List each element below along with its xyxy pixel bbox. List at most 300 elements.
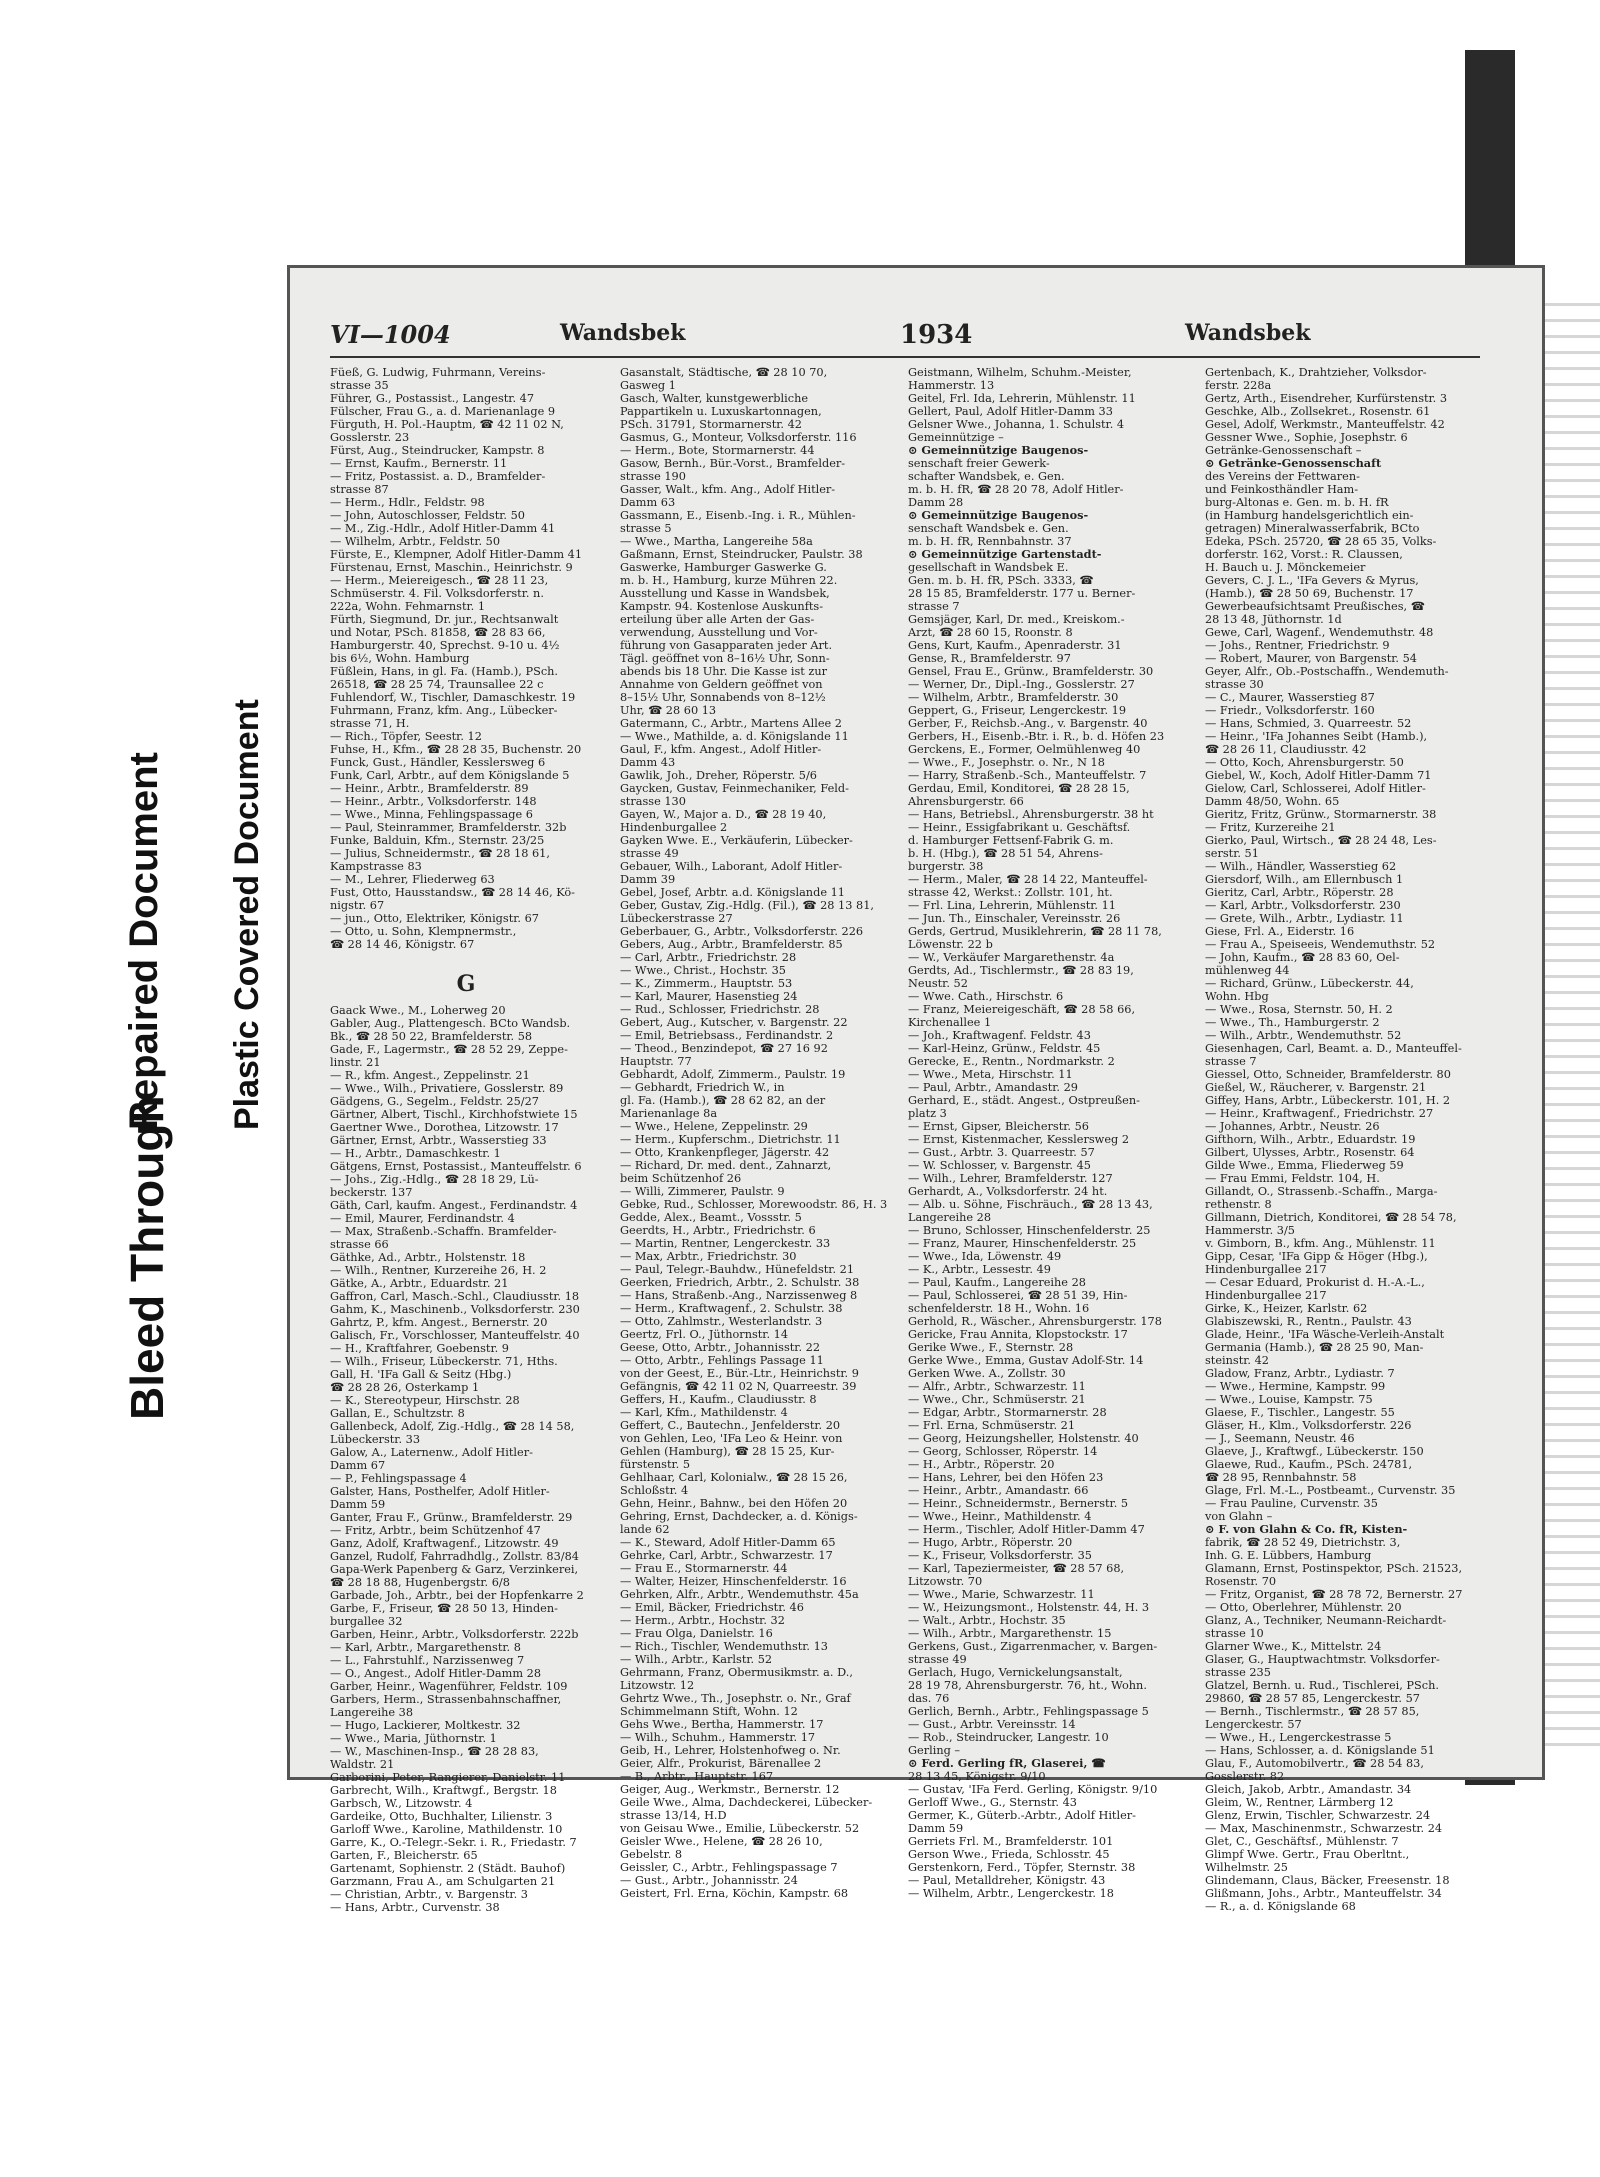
directory-entry-line: Garzmann, Frau A., am Schulgarten 21	[330, 1875, 556, 1888]
directory-entry-line: Langereihe 28	[908, 1211, 992, 1224]
directory-entry-line: Rosenstr. 70	[1205, 1575, 1277, 1588]
directory-entry-line: Glade, Heinr., 'IFa Wäsche-Verleih-Anstalt	[1205, 1328, 1445, 1341]
directory-entry-line: Gosslerstr. 23	[330, 431, 410, 444]
directory-entry-line: getragen) Mineralwasserfabrik, BCto	[1205, 522, 1420, 535]
directory-entry-line: — Hans, Betriebsl., Ahrensburgerstr. 38 ht	[908, 808, 1154, 821]
directory-entry-line: — Karl, Arbtr., Margarethenstr. 8	[330, 1641, 521, 1654]
directory-entry-line: Gerhold, R., Wäscher., Ahrensburgerstr. 178	[908, 1315, 1162, 1328]
directory-entry-line: H. Bauch u. J. Mönckemeier	[1205, 561, 1366, 574]
directory-entry-line: Ganter, Frau F., Grünw., Bramfelderstr. 29	[330, 1511, 573, 1524]
directory-entry-line: Hammerstr. 13	[908, 379, 995, 392]
directory-entry-line: Gelsner Wwe., Johanna, 1. Schulstr. 4	[908, 418, 1125, 431]
directory-entry-line: Gabler, Aug., Plattengesch. BCto Wandsb.	[330, 1017, 571, 1030]
directory-entry-line: Geib, H., Lehrer, Holstenhofweg o. Nr.	[620, 1744, 841, 1757]
directory-entry-line: — P., Fehlingspassage 4	[330, 1472, 467, 1485]
directory-entry-line: Ganzel, Rudolf, Fahrradhdlg., Zollstr. 83/84	[330, 1550, 579, 1563]
directory-entry-line: Gasow, Bernh., Bür.-Vorst., Bramfelder-	[620, 457, 846, 470]
directory-entry-line: — Frau Emmi, Feldstr. 104, H.	[1205, 1172, 1380, 1185]
directory-entry-line: platz 3	[908, 1107, 947, 1120]
directory-entry-line: Garre, K., O.-Telegr.-Sekr. i. R., Friedastr. 7	[330, 1836, 577, 1849]
directory-entry-line: strasse 49	[620, 847, 679, 860]
directory-entry-line: Fuhlendorf, W., Tischler, Damaschkestr. 19	[330, 691, 576, 704]
directory-entry-line: — Frau E., Stormarnerstr. 44	[620, 1562, 788, 1575]
directory-entry-line: Garbe, F., Friseur, ☎ 28 50 13, Hinden-	[330, 1602, 558, 1615]
directory-entry-line: Gerlach, Hugo, Vernickelungsanstalt,	[908, 1666, 1123, 1679]
directory-entry-line: Fuhse, H., Kfm., ☎ 28 28 35, Buchenstr. 20	[330, 743, 582, 756]
directory-entry-line: ferstr. 228a	[1205, 379, 1272, 392]
directory-entry-line: Gartenamt, Sophienstr. 2 (Städt. Bauhof)	[330, 1862, 566, 1875]
directory-entry-line: Gewe, Carl, Wagenf., Wendemuthstr. 48	[1205, 626, 1434, 639]
directory-entry-line: — Herm., Kupferschm., Dietrichstr. 11	[620, 1133, 841, 1146]
directory-entry-line: — Cesar Eduard, Prokurist d. H.-A.-L.,	[1205, 1276, 1425, 1289]
directory-entry-line: — K., Friseur, Volksdorferstr. 35	[908, 1549, 1092, 1562]
directory-entry-line: Geffert, C., Bautechn., Jenfelderstr. 20	[620, 1419, 841, 1432]
directory-entry-line: beim Schützenhof 26	[620, 1172, 742, 1185]
directory-entry-line: — K., Zimmerm., Hauptstr. 53	[620, 977, 793, 990]
directory-entry-line: Ausstellung und Kasse in Wandsbek,	[620, 587, 830, 600]
directory-entry-line: — Wwe., Hermine, Kampstr. 99	[1205, 1380, 1386, 1393]
directory-entry-line: — Bruno, Schlosser, Hinschenfelderstr. 25	[908, 1224, 1151, 1237]
directory-entry-line: — Walter, Heizer, Hinschenfelderstr. 16	[620, 1575, 847, 1588]
directory-entry-line: Damm 48/50, Wohn. 65	[1205, 795, 1340, 808]
directory-entry-line: Gehrken, Alfr., Arbtr., Wendemuthstr. 45a	[620, 1588, 859, 1601]
directory-entry-line: Gerbers, H., Eisenb.-Btr. i. R., b. d. Höfen 23	[908, 730, 1165, 743]
directory-entry-line: Gätgens, Ernst, Postassist., Manteuffelstr. 6	[330, 1160, 582, 1173]
directory-entry-line: Geberbauer, G., Arbtr., Volksdorferstr. 226	[620, 925, 864, 938]
directory-entry-line: — Robert, Maurer, von Bargenstr. 54	[1205, 652, 1417, 665]
directory-entry-line: Marienanlage 8a	[620, 1107, 718, 1120]
directory-entry-line: Glabiszewski, R., Rentn., Paulstr. 43	[1205, 1315, 1412, 1328]
directory-entry-line: — M., Zig.-Hdlr., Adolf Hitler-Damm 41	[330, 522, 556, 535]
directory-entry-line: Gevers, C. J. L., 'IFa Gevers & Myrus,	[1205, 574, 1419, 587]
directory-entry-line: Giessel, Otto, Schneider, Bramfelderstr. 80	[1205, 1068, 1451, 1081]
directory-entry-line: — Wwe., F., Josephstr. o. Nr., N 18	[908, 756, 1105, 769]
directory-entry-line: Gerdau, Emil, Konditorei, ☎ 28 28 15,	[908, 782, 1130, 795]
directory-entry-line: — Hugo, Lackierer, Moltkestr. 32	[330, 1719, 521, 1732]
directory-entry-line: Gleim, W., Rentner, Lärmberg 12	[1205, 1796, 1394, 1809]
directory-entry-line: — W., Heizungsmont., Holstenstr. 44, H. 3	[908, 1601, 1150, 1614]
directory-entry-line: b. H. (Hbg.), ☎ 28 51 54, Ahrens-	[908, 847, 1103, 860]
directory-entry-line: Gleich, Jakob, Arbtr., Amandastr. 34	[1205, 1783, 1412, 1796]
directory-entry-line: — Wwe., Meta, Hirschstr. 11	[908, 1068, 1073, 1081]
directory-entry-line: Kampstrasse 83	[330, 860, 422, 873]
directory-entry-line: Gaßmann, Ernst, Steindrucker, Paulstr. 38	[620, 548, 863, 561]
directory-entry-line: Gapa-Werk Papenberg & Garz, Verzinkerei,	[330, 1563, 579, 1576]
directory-entry-line: — Johs., Rentner, Friedrichstr. 9	[1205, 639, 1390, 652]
directory-entry-line: Geissler, C., Arbtr., Fehlingspassage 7	[620, 1861, 838, 1874]
repaired-document-label: Repaired Document	[122, 752, 166, 1130]
directory-entry-line: Gebauer, Wilh., Laborant, Adolf Hitler-	[620, 860, 843, 873]
directory-entry-line: Garbsch, W., Litzowstr. 4	[330, 1797, 473, 1810]
directory-entry-line: Glenz, Erwin, Tischler, Schwarzestr. 24	[1205, 1809, 1431, 1822]
directory-entry-line: Gerke Wwe., Emma, Gustav Adolf-Str. 14	[908, 1354, 1144, 1367]
directory-entry-line: — Wwe., Chr., Schmüserstr. 21	[908, 1393, 1086, 1406]
directory-entry-line: Gedde, Alex., Beamt., Vossstr. 5	[620, 1211, 802, 1224]
directory-entry-line: — Wwe., Louise, Kampstr. 75	[1205, 1393, 1373, 1406]
directory-entry-line: — Paul, Kaufm., Langereihe 28	[908, 1276, 1086, 1289]
directory-entry-line: — Willi, Zimmerer, Paulstr. 9	[620, 1185, 785, 1198]
directory-entry-line: strasse 235	[1205, 1666, 1271, 1679]
directory-entry-line: burgerstr. 38	[908, 860, 984, 873]
directory-entry-line: Arzt, ☎ 28 60 15, Roonstr. 8	[908, 626, 1073, 639]
directory-entry-line: — Wwe., Marie, Schwarzestr. 11	[908, 1588, 1095, 1601]
directory-entry-line: Glarner Wwe., K., Mittelstr. 24	[1205, 1640, 1382, 1653]
directory-entry-line: Gerlich, Bernh., Arbtr., Fehlingspassage 5	[908, 1705, 1149, 1718]
directory-entry-line: — Wwe., Helene, Zeppelinstr. 29	[620, 1120, 808, 1133]
directory-entry-line: — Gebhardt, Friedrich W., in	[620, 1081, 785, 1094]
directory-entry-line: Fust, Otto, Hausstandsw., ☎ 28 14 46, Kö-	[330, 886, 576, 899]
directory-entry-line: Giebel, W., Koch, Adolf Hitler-Damm 71	[1205, 769, 1432, 782]
directory-entry-line: — Heinr., Schneidermstr., Bernerstr. 5	[908, 1497, 1129, 1510]
directory-entry-line: — Richard, Dr. med. dent., Zahnarzt,	[620, 1159, 832, 1172]
directory-entry-line: Gewerbeaufsichtsamt Preußisches, ☎	[1205, 600, 1425, 613]
directory-entry-line: — Rich., Töpfer, Seestr. 12	[330, 730, 482, 743]
directory-entry-line: Gaffron, Carl, Masch.-Schl., Claudiusstr. 18	[330, 1290, 580, 1303]
directory-entry-line: Gertenbach, K., Drahtzieher, Volksdor-	[1205, 366, 1427, 379]
directory-entry-line: — Herm., Bote, Stormarnerstr. 44	[620, 444, 815, 457]
directory-entry-line: Gießel, W., Räucherer, v. Bargenstr. 21	[1205, 1081, 1427, 1094]
directory-entry-line: — Grete, Wilh., Arbtr., Lydiastr. 11	[1205, 912, 1404, 925]
directory-entry-line: — Wilh., Arbtr., Karlstr. 52	[620, 1653, 773, 1666]
directory-entry-line: — Ernst, Kistenmacher, Kesslersweg 2	[908, 1133, 1130, 1146]
directory-entry-line: Gebelstr. 8	[620, 1848, 683, 1861]
directory-entry-line: — Max, Straßenb.-Schaffn. Bramfelder-	[330, 1225, 557, 1238]
column-4	[1205, 366, 1477, 1913]
directory-entry-line: erteilung über alle Arten der Gas-	[620, 613, 815, 626]
directory-entry-line: Gerds, Gertrud, Musiklehrerin, ☎ 28 11 78,	[908, 925, 1162, 938]
directory-entry-line: Gaul, F., kfm. Angest., Adolf Hitler-	[620, 743, 822, 756]
directory-entry-line: ⊙ Gemeinnützige Baugenos-	[908, 508, 1089, 522]
directory-entry-line: ⊙ F. von Glahn & Co. fR, Kisten-	[1205, 1522, 1408, 1536]
directory-entry-line: strasse 13/14, H.D	[620, 1809, 727, 1822]
directory-entry-line: nigstr. 67	[330, 899, 385, 912]
directory-entry-line: Geschke, Alb., Zollsekret., Rosenstr. 61	[1205, 405, 1431, 418]
directory-entry-line: — Wilh., Lehrer, Bramfelderstr. 127	[908, 1172, 1113, 1185]
directory-entry-line: Gade, F., Lagermstr., ☎ 28 52 29, Zeppe-	[330, 1043, 568, 1056]
directory-entry-line: — Wilhelm, Arbtr., Bramfelderstr. 30	[908, 691, 1119, 704]
directory-entry-line: — Walt., Arbtr., Hochstr. 35	[908, 1614, 1066, 1627]
directory-entry-line: — Emil, Bäcker, Friedrichstr. 46	[620, 1601, 804, 1614]
directory-entry-line: Galster, Hans, Posthelfer, Adolf Hitler-	[330, 1485, 550, 1498]
directory-entry-line: — Paul, Telegr.-Bauhdw., Hünefeldstr. 21	[620, 1263, 855, 1276]
directory-entry-line: Hindenburgallee 2	[620, 821, 728, 834]
directory-entry-line: — Paul, Arbtr., Amandastr. 29	[908, 1081, 1078, 1094]
directory-entry-line: Glau, F., Automobilvertr., ☎ 28 54 83,	[1205, 1757, 1424, 1770]
directory-entry-line: — K., Steward, Adolf Hitler-Damm 65	[620, 1536, 836, 1549]
directory-entry-line: — Wwe., H., Lengerckestrasse 5	[1205, 1731, 1392, 1744]
directory-entry-line: — Wilh., Rentner, Kurzereihe 26, H. 2	[330, 1264, 547, 1277]
directory-entry-line: — Otto, Koch, Ahrensburgerstr. 50	[1205, 756, 1404, 769]
directory-entry-line: Garbers, Herm., Strassenbahnschaffner,	[330, 1693, 562, 1706]
directory-entry-line: Fülscher, Frau G., a. d. Marienanlage 9	[330, 405, 556, 418]
directory-entry-line: Gladow, Franz, Arbtr., Lydiastr. 7	[1205, 1367, 1395, 1380]
directory-entry-line: strasse 10	[1205, 1627, 1264, 1640]
directory-entry-line: — M., Lehrer, Fliederweg 63	[330, 873, 495, 886]
directory-entry-line: burgallee 32	[330, 1615, 403, 1628]
directory-entry-line: Gasch, Walter, kunstgewerbliche	[620, 392, 809, 405]
directory-entry-line: — Herm., Hdlr., Feldstr. 98	[330, 496, 485, 509]
directory-entry-line: Ganz, Adolf, Kraftwagenf., Litzowstr. 49	[330, 1537, 559, 1550]
city-heading-left: Wandsbek	[560, 320, 686, 346]
page-number: VI—1004	[330, 320, 451, 349]
directory-entry-line: Geffers, H., Kaufm., Claudiusstr. 8	[620, 1393, 817, 1406]
directory-entry-line: Gilde Wwe., Emma, Fliederweg 59	[1205, 1159, 1404, 1172]
directory-entry-line: — Wilh., Arbtr., Wendemuthstr. 52	[1205, 1029, 1402, 1042]
directory-entry-line: Gerckens, E., Former, Oelmühlenweg 40	[908, 743, 1141, 756]
directory-entry-line: — Martin, Rentner, Lengerckestr. 33	[620, 1237, 831, 1250]
directory-entry-line: gl. Fa. (Hamb.), ☎ 28 62 82, an der	[620, 1094, 826, 1107]
directory-entry-line: Schloßstr. 4	[620, 1484, 689, 1497]
city-heading-right: Wandsbek	[1185, 320, 1311, 346]
directory-entry-line: Gipp, Cesar, 'IFa Gipp & Höger (Hbg.),	[1205, 1250, 1428, 1263]
directory-entry-line: Fürth, Siegmund, Dr. jur., Rechtsanwalt	[330, 613, 559, 626]
directory-entry-line: senschaft freier Gewerk-	[908, 457, 1050, 470]
directory-entry-line: Wohn. Hbg	[1205, 990, 1269, 1003]
directory-entry-line: Gebers, Aug., Arbtr., Bramfelderstr. 85	[620, 938, 843, 951]
directory-entry-line: Garloff Wwe., Karoline, Mathildenstr. 10	[330, 1823, 563, 1836]
directory-entry-line: abends bis 18 Uhr. Die Kasse ist zur	[620, 665, 828, 678]
directory-entry-line: ⊙ Gemeinnützige Gartenstadt-	[908, 547, 1102, 561]
directory-entry-line: — Fritz, Kurzereihe 21	[1205, 821, 1336, 834]
directory-entry-line: Gahm, K., Maschinenb., Volksdorferstr. 230	[330, 1303, 580, 1316]
directory-entry-line: — Wwe., Rosa, Sternstr. 50, H. 2	[1205, 1003, 1393, 1016]
directory-entry-line: Gillandt, O., Strassenb.-Schaffn., Marga-	[1205, 1185, 1438, 1198]
directory-entry-line: ☎ 28 14 46, Königstr. 67	[330, 938, 475, 951]
directory-entry-line: — J., Seemann, Neustr. 46	[1205, 1432, 1355, 1445]
directory-entry-line: Kirchenallee 1	[908, 1016, 992, 1029]
directory-entry-line: strasse 71, H.	[330, 717, 410, 730]
directory-entry-line: Langereihe 38	[330, 1706, 414, 1719]
directory-entry-line: Garten, F., Bleicherstr. 65	[330, 1849, 478, 1862]
directory-page	[287, 265, 1545, 1914]
directory-entry-line: — Karl, Kfm., Mathildenstr. 4	[620, 1406, 788, 1419]
adjacent-page-edge	[1545, 290, 1600, 1750]
directory-entry-line: strasse 7	[908, 600, 960, 613]
directory-entry-line: Gifthorn, Wilh., Arbtr., Eduardstr. 19	[1205, 1133, 1416, 1146]
page-header	[330, 320, 1480, 360]
directory-entry-line: — Emil, Betriebsass., Ferdinandstr. 2	[620, 1029, 834, 1042]
directory-entry-line: Glatzel, Bernh. u. Rud., Tischlerei, PSch.	[1205, 1679, 1439, 1692]
directory-entry-line: — O., Angest., Adolf Hitler-Damm 28	[330, 1667, 542, 1680]
directory-entry-line: — Heinr., Arbtr., Volksdorferstr. 148	[330, 795, 537, 808]
directory-entry-line: 28 15 85, Bramfelderstr. 177 u. Berner-	[908, 587, 1136, 600]
directory-entry-line: — R., kfm. Angest., Zeppelinstr. 21	[330, 1069, 530, 1082]
directory-entry-line: v. Gimborn, B., kfm. Ang., Mühlenstr. 11	[1205, 1237, 1436, 1250]
directory-entry-line: Gahrtz, P., kfm. Angest., Bernerstr. 20	[330, 1316, 548, 1329]
directory-entry-line: — Werner, Dr., Dipl.-Ing., Gosslerstr. 27	[908, 678, 1135, 691]
directory-entry-line: Gense, R., Bramfelderstr. 97	[908, 652, 1071, 665]
directory-entry-line: Garber, Heinr., Wagenführer, Feldstr. 109	[330, 1680, 568, 1693]
directory-entry-line: — H., Kraftfahrer, Goebenstr. 9	[330, 1342, 509, 1355]
directory-entry-line: ☎ 28 95, Rennbahnstr. 58	[1205, 1471, 1357, 1484]
directory-entry-line: Hindenburgallee 217	[1205, 1289, 1327, 1302]
directory-entry-line: Wilhelmstr. 25	[1205, 1861, 1288, 1874]
directory-entry-line: — Herm., Maler, ☎ 28 14 22, Manteuffel-	[908, 873, 1148, 886]
directory-entry-line: Geisler Wwe., Helene, ☎ 28 26 10,	[620, 1835, 823, 1848]
directory-entry-line: Lübeckerstr. 33	[330, 1433, 421, 1446]
directory-entry-line: — Wwe., Th., Hamburgerstr. 2	[1205, 1016, 1380, 1029]
directory-entry-line: — Karl, Maurer, Hasenstieg 24	[620, 990, 798, 1003]
directory-entry-line: — Georg, Heizungsheller, Holstenstr. 40	[908, 1432, 1139, 1445]
directory-entry-line: strasse 66	[330, 1238, 389, 1251]
directory-entry-line: des Vereins der Fettwaren-	[1205, 470, 1360, 483]
directory-entry-line: — Gust., Arbtr. 3. Quarreestr. 57	[908, 1146, 1095, 1159]
directory-entry-line: — Rud., Schlosser, Friedrichstr. 28	[620, 1003, 820, 1016]
directory-entry-line: — Wwe., Martha, Langereihe 58a	[620, 535, 813, 548]
directory-entry-line: Gerike Wwe., F., Sternstr. 28	[908, 1341, 1074, 1354]
directory-entry-line: ☎ 28 26 11, Claudiusstr. 42	[1205, 743, 1367, 756]
directory-entry-line: ⊙ Gemeinnützige Baugenos-	[908, 443, 1089, 457]
directory-entry-line: — Wwe., Maria, Jüthornstr. 1	[330, 1732, 497, 1745]
directory-entry-line: Glage, Frl. M.-L., Postbeamt., Curvenstr. 35	[1205, 1484, 1456, 1497]
directory-entry-line: — B., Arbtr., Hauptstr. 167	[620, 1770, 774, 1783]
directory-entry-line: Damm 67	[330, 1459, 386, 1472]
directory-entry-line: strasse 42, Werkst.: Zollstr. 101, ht.	[908, 886, 1113, 899]
directory-entry-line: Gielow, Carl, Schlosserei, Adolf Hitler-	[1205, 782, 1426, 795]
directory-entry-line: — Bernh., Tischlermstr., ☎ 28 57 85,	[1205, 1705, 1420, 1718]
directory-entry-line: — Fritz, Organist, ☎ 28 78 72, Bernerstr. 27	[1205, 1588, 1463, 1601]
directory-entry-line: steinstr. 42	[1205, 1354, 1269, 1367]
directory-entry-line: — Herm., Meiereigesch., ☎ 28 11 23,	[330, 574, 549, 587]
directory-entry-line: Gertz, Arth., Eisendreher, Kurfürstenstr. 3	[1205, 392, 1448, 405]
directory-entry-line: — Wwe., Heinr., Mathildenstr. 4	[908, 1510, 1092, 1523]
directory-entry-line: beckerstr. 137	[330, 1186, 413, 1199]
directory-entry-line: Gehrke, Carl, Arbtr., Schwarzestr. 17	[620, 1549, 833, 1562]
directory-entry-line: Gillmann, Dietrich, Konditorei, ☎ 28 54 78,	[1205, 1211, 1457, 1224]
plastic-covered-label: Plastic Covered Document	[228, 699, 266, 1130]
directory-entry-line: — Otto, Zahlmstr., Westerlandstr. 3	[620, 1315, 823, 1328]
directory-entry-line: Gehrtz Wwe., Th., Josephstr. o. Nr., Graf	[620, 1692, 851, 1705]
directory-entry-line: das. 76	[908, 1692, 950, 1705]
directory-entry-line: — jun., Otto, Elektriker, Königstr. 67	[330, 912, 539, 925]
directory-entry-line: Gasmus, G., Monteur, Volksdorferstr. 116	[620, 431, 857, 444]
directory-entry-line: — Rob., Steindrucker, Langestr. 10	[908, 1731, 1109, 1744]
directory-entry-line: Hindenburgallee 217	[1205, 1263, 1327, 1276]
directory-entry-line: schenfelderstr. 18 H., Wohn. 16	[908, 1302, 1090, 1315]
directory-entry-line: — Wwe., Wilh., Privatiere, Gosslerstr. 89	[330, 1082, 564, 1095]
directory-entry-line: — C., Maurer, Wasserstieg 87	[1205, 691, 1375, 704]
directory-entry-line: Gallenbeck, Adolf, Zig.-Hdlg., ☎ 28 14 58,	[330, 1420, 575, 1433]
directory-entry-line: — Theod., Benzindepot, ☎ 27 16 92	[620, 1042, 828, 1055]
directory-entry-line: Gardeike, Otto, Buchhalter, Lilienstr. 3	[330, 1810, 553, 1823]
directory-entry-line: — Richard, Grünw., Lübeckerstr. 44,	[1205, 977, 1414, 990]
directory-entry-line: strasse 35	[330, 379, 389, 392]
directory-entry-line: — Ernst, Kaufm., Bernerstr. 11	[330, 457, 508, 470]
directory-entry-line: — Johs., Zig.-Hdlg., ☎ 28 18 29, Lü-	[330, 1173, 539, 1186]
directory-entry-line: — Edgar, Arbtr., Stormarnerstr. 28	[908, 1406, 1107, 1419]
directory-entry-line: Glaese, F., Tischler., Langestr. 55	[1205, 1406, 1395, 1419]
directory-entry-line: — Gustav, 'IFa Ferd. Gerling, Königstr. 9/10	[908, 1783, 1158, 1796]
directory-entry-line: Lübeckerstrasse 27	[620, 912, 733, 925]
directory-entry-line: Gieritz, Carl, Arbtr., Röperstr. 28	[1205, 886, 1394, 899]
directory-entry-line: Waldstr. 21	[330, 1758, 395, 1771]
directory-entry-line: — John, Kaufm., ☎ 28 83 60, Oel-	[1205, 951, 1400, 964]
directory-entry-line: Geistert, Frl. Erna, Köchin, Kampstr. 68	[620, 1887, 849, 1900]
directory-entry-line: — H., Arbtr., Röperstr. 20	[908, 1458, 1055, 1471]
directory-entry-line: Gensel, Frau E., Grünw., Bramfelderstr. 30	[908, 665, 1154, 678]
directory-entry-line: — Jun. Th., Einschaler, Vereinsstr. 26	[908, 912, 1121, 925]
directory-entry-line: Führer, G., Postassist., Langestr. 47	[330, 392, 535, 405]
directory-entry-line: führung von Gasapparaten jeder Art.	[620, 639, 833, 652]
directory-entry-line: Gayken Wwe. E., Verkäuferin, Lübecker-	[620, 834, 853, 847]
directory-entry-line: 28 19 78, Ahrensburgerstr. 76, ht., Wohn.	[908, 1679, 1147, 1692]
directory-entry-line: — Wwe., Christ., Hochstr. 35	[620, 964, 786, 977]
directory-entry-line: strasse 30	[1205, 678, 1264, 691]
directory-entry-line: — Karl, Tapeziermeister, ☎ 28 57 68,	[908, 1562, 1125, 1575]
directory-entry-line: Füßlein, Hans, in gl. Fa. (Hamb.), PSch.	[330, 665, 559, 678]
directory-entry-line: — Otto, Oberlehrer, Mühlenstr. 20	[1205, 1601, 1402, 1614]
directory-entry-line: Gerloff Wwe., G., Sternstr. 43	[908, 1796, 1077, 1809]
directory-entry-line: — W., Maschinen-Insp., ☎ 28 28 83,	[330, 1745, 539, 1758]
directory-entry-line: Gebke, Rud., Schlosser, Morewoodstr. 86, H. 3	[620, 1198, 888, 1211]
directory-entry-line: — Wilh., Händler, Wasserstieg 62	[1205, 860, 1397, 873]
directory-entry-line: strasse 87	[330, 483, 389, 496]
directory-entry-line: — Fritz, Arbtr., beim Schützenhof 47	[330, 1524, 541, 1537]
directory-entry-line: Garborini, Peter, Rangierer, Danielstr. 11	[330, 1771, 566, 1784]
directory-entry-line: Gayen, W., Major a. D., ☎ 28 19 40,	[620, 808, 827, 821]
directory-entry-line: — Hans, Lehrer, bei den Höfen 23	[908, 1471, 1104, 1484]
directory-entry-line: — Julius, Schneidermstr., ☎ 28 18 61,	[330, 847, 550, 860]
directory-entry-line: Fürstenau, Ernst, Maschin., Heinrichstr. 9	[330, 561, 573, 574]
directory-entry-line: Geerdts, H., Arbtr., Friedrichstr. 6	[620, 1224, 816, 1237]
directory-entry-line: — Paul, Metalldreher, Königstr. 43	[908, 1874, 1106, 1887]
section-letter: G	[456, 971, 476, 997]
directory-entry-line: Gosslerstr. 82	[1205, 1770, 1285, 1783]
directory-entry-line: — Karl-Heinz, Grünw., Feldstr. 45	[908, 1042, 1101, 1055]
directory-entry-line: Geber, Gustav, Zig.-Hdlg. (Fil.), ☎ 28 13 81,	[620, 899, 874, 912]
directory-entry-line: — Paul, Steinrammer, Bramfelderstr. 32b	[330, 821, 567, 834]
directory-entry-line: Gäth, Carl, kaufm. Angest., Ferdinandstr. 4	[330, 1199, 578, 1212]
directory-entry-line: lande 62	[620, 1523, 670, 1536]
directory-entry-line: Geerken, Friedrich, Arbtr., 2. Schulstr. 38	[620, 1276, 860, 1289]
directory-entry-line: Damm 59	[330, 1498, 386, 1511]
directory-entry-line: Gerdts, Ad., Tischlermstr., ☎ 28 83 19,	[908, 964, 1134, 977]
directory-entry-line: Gaack Wwe., M., Loherweg 20	[330, 1004, 506, 1017]
directory-entry-line: — Wwe., Mathilde, a. d. Königslande 11	[620, 730, 849, 743]
directory-entry-line: Geppert, G., Friseur, Lengerckestr. 19	[908, 704, 1127, 717]
directory-entry-line: Gessner Wwe., Sophie, Josephstr. 6	[1205, 431, 1408, 444]
directory-entry-line: d. Hamburger Fettsenf-Fabrik G. m.	[908, 834, 1114, 847]
directory-entry-line: PSch. 31791, Stormarnerstr. 42	[620, 418, 802, 431]
bleed-through-label: Bleed Through	[121, 1095, 173, 1420]
directory-entry-line: und Notar, PSch. 81858, ☎ 28 83 66,	[330, 626, 546, 639]
directory-entry-line: Gemsjäger, Karl, Dr. med., Kreiskom.-	[908, 613, 1125, 626]
directory-entry-line: — R., a. d. Königslande 68	[1205, 1900, 1356, 1913]
directory-entry-line: Lengerckestr. 57	[1205, 1718, 1302, 1731]
directory-entry-line: strasse 130	[620, 795, 686, 808]
directory-entry-line: — Gust., Arbtr., Johannisstr. 24	[620, 1874, 798, 1887]
directory-entry-line: — W. Schlosser, v. Bargenstr. 45	[908, 1159, 1091, 1172]
directory-entry-line: — Fritz, Postassist. a. D., Bramfelder-	[330, 470, 546, 483]
directory-entry-line: Glaser, G., Hauptwachtmstr. Volksdorfer-	[1205, 1653, 1440, 1666]
directory-entry-line: Löwenstr. 22 b	[908, 938, 993, 951]
directory-entry-line: strasse 190	[620, 470, 686, 483]
directory-entry-line: Funke, Balduin, Kfm., Sternstr. 23/25	[330, 834, 545, 847]
directory-entry-line: Gerson Wwe., Frieda, Schlosstr. 45	[908, 1848, 1110, 1861]
directory-entry-line: rethenstr. 8	[1205, 1198, 1272, 1211]
directory-entry-line: — Hans, Schlosser, a. d. Königslande 51	[1205, 1744, 1435, 1757]
directory-entry-line: — Hans, Straßenb.-Ang., Narzissenweg 8	[620, 1289, 858, 1302]
directory-entry-line: Gasweg 1	[620, 379, 676, 392]
directory-entry-line: — Georg, Schlosser, Röperstr. 14	[908, 1445, 1098, 1458]
directory-entry-line: Litzowstr. 12	[620, 1679, 695, 1692]
directory-entry-line: Uhr, ☎ 28 60 13	[620, 704, 717, 717]
directory-entry-line: — H., Arbtr., Damaschkestr. 1	[330, 1147, 501, 1160]
directory-entry-line: Gieritz, Fritz, Grünw., Stormarnerstr. 38	[1205, 808, 1437, 821]
directory-entry-line: schafter Wandsbek, e. Gen.	[908, 470, 1065, 483]
directory-entry-line: Geier, Alfr., Prokurist, Bärenallee 2	[620, 1757, 822, 1770]
directory-entry-line: burg-Altonas e. Gen. m. b. H. fR	[1205, 496, 1389, 509]
